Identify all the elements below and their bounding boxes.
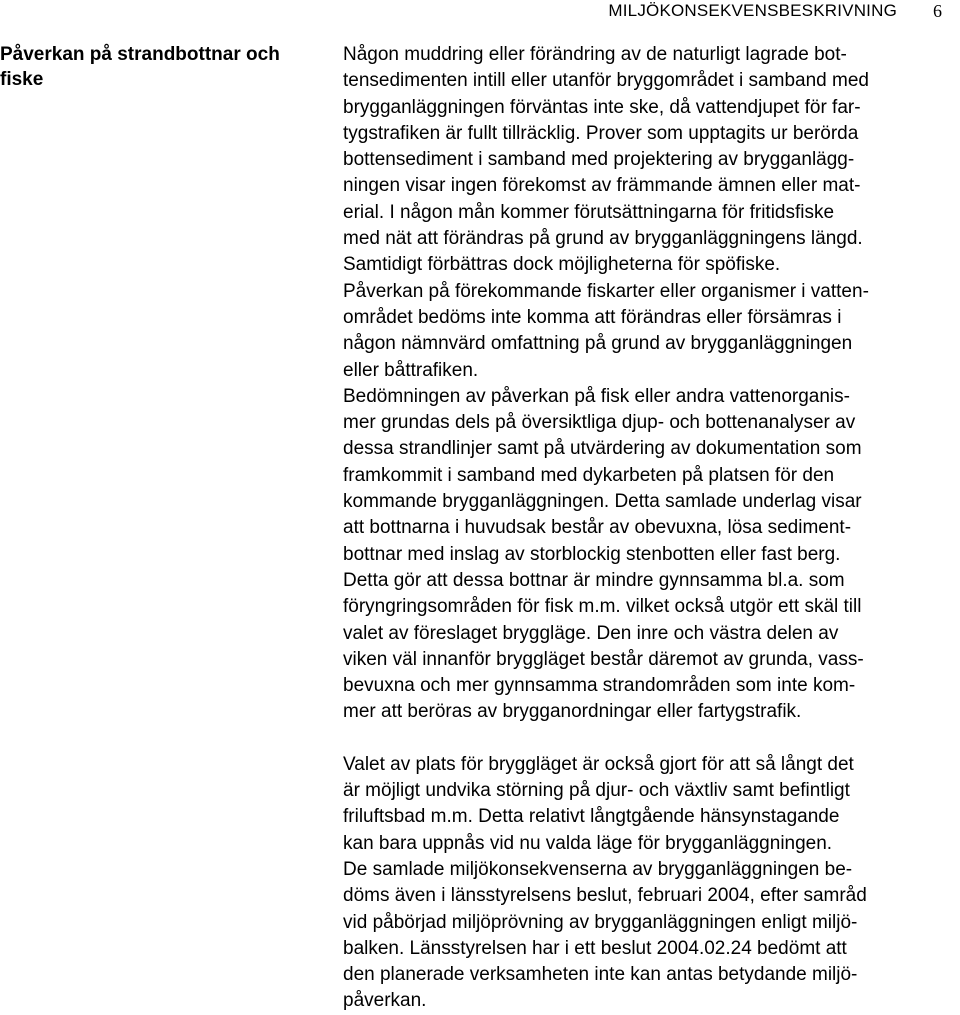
paragraph-line: Valet av plats för bryggläget är också gjort för att så långt det (343, 753, 854, 775)
page-header (0, 0, 960, 24)
paragraph-line: påverkan. (343, 990, 427, 1012)
paragraph-line: är möjligt undvika störning på djur- och växtliv samt befintligt (343, 780, 850, 802)
body-text (343, 42, 960, 1015)
paragraph-line: att bottnarna i huvudsak består av obevuxna, lösa sediment- (343, 517, 852, 539)
paragraph-line: friluftsbad m.m. Detta relativt långtgående hänsynstagande (343, 806, 840, 828)
paragraph-line: med nät att förändras på grund av brygganläggningens längd. (343, 228, 863, 250)
paragraph-line: tygstrafiken är fullt tillräcklig. Prover som upptagits ur berörda (343, 122, 859, 144)
paragraph-line: föryngringsområden för fisk m.m. vilket också utgör ett skäl till (343, 596, 862, 618)
paragraph-site-choice (343, 752, 960, 1015)
paragraph-line: Någon muddring eller förändring av de naturligt lagrade bot- (343, 44, 847, 65)
section-heading-line: Påverkan på strandbottnar och (0, 44, 280, 65)
document-title: MILJÖKONSEKVENSBESKRIVNING (608, 1, 897, 20)
paragraph-line: framkommit i samband med dykarbeten på platsen för den (343, 464, 835, 486)
paragraph-line: erial. I någon mån kommer förutsättningarna för fritidsfiske (343, 201, 835, 223)
paragraph-line: dessa strandlinjer samt på utvärdering av dokumentation som (343, 438, 862, 460)
paragraph-line: Påverkan på förekommande fiskarter eller organismer i vatten- (343, 280, 869, 302)
paragraph-line: Detta gör att dessa bottnar är mindre gynnsamma bl.a. som (343, 569, 845, 591)
paragraph-line: vid påbörjad miljöprövning av brygganläggningen enligt miljö- (343, 911, 858, 933)
paragraph-line: den planerade verksamheten inte kan antas betydande miljö- (343, 964, 858, 986)
paragraph-line: eller båttrafiken. (343, 359, 479, 381)
paragraph-line: viken väl innanför bryggläget består däremot av grunda, vass- (343, 648, 864, 670)
paragraph-line: tensedimenten intill eller utanför bryggområdet i samband med (343, 70, 869, 92)
paragraph-line: bottnar med inslag av storblockig stenbotten eller fast berg. (343, 543, 841, 565)
paragraph-line: bevuxna och mer gynnsamma strandområden som inte kom- (343, 675, 856, 697)
page-number: 6 (933, 1, 942, 21)
paragraph-line: mer grundas dels på översiktliga djup- och bottenanalyser av (343, 412, 856, 434)
paragraph-line: döms även i länsstyrelsens beslut, februari 2004, efter samråd (343, 885, 867, 907)
paragraph-line: brygganläggningen förväntas inte ske, då vattendjupet för far- (343, 96, 861, 118)
paragraph-line: kan bara uppnås vid nu valda läge för brygganläggningen. (343, 832, 833, 854)
paragraph-line: någon nämnvärd omfattning på grund av brygganläggningen (343, 333, 853, 355)
paragraph-line: Samtidigt förbättras dock möjligheterna för spöfiske. (343, 254, 781, 276)
paragraph-line: bottensediment i samband med projektering av brygganlägg- (343, 149, 855, 171)
paragraph-line: balken. Länsstyrelsen har i ett beslut 2004.02.24 bedömt att (343, 937, 847, 959)
paragraph-line: kommande brygganläggningen. Detta samlade underlag visar (343, 491, 862, 513)
paragraph-line: valet av föreslaget bryggläge. Den inre och västra delen av (343, 622, 839, 644)
paragraph-line: De samlade miljökonsekvenserna av brygganläggningen be- (343, 858, 853, 880)
paragraph-impact (343, 42, 960, 726)
paragraph-line: området bedöms inte komma att förändras eller försämras i (343, 306, 842, 328)
paragraph-line: Bedömningen av påverkan på fisk eller andra vattenorganis- (343, 385, 850, 407)
paragraph-line: ningen visar ingen förekomst av främmande ämnen eller mat- (343, 175, 861, 197)
section-heading (0, 42, 340, 92)
section-heading-line: fiske (0, 69, 44, 90)
paragraph-line: mer att beröras av brygganordningar eller fartygstrafik. (343, 701, 802, 723)
